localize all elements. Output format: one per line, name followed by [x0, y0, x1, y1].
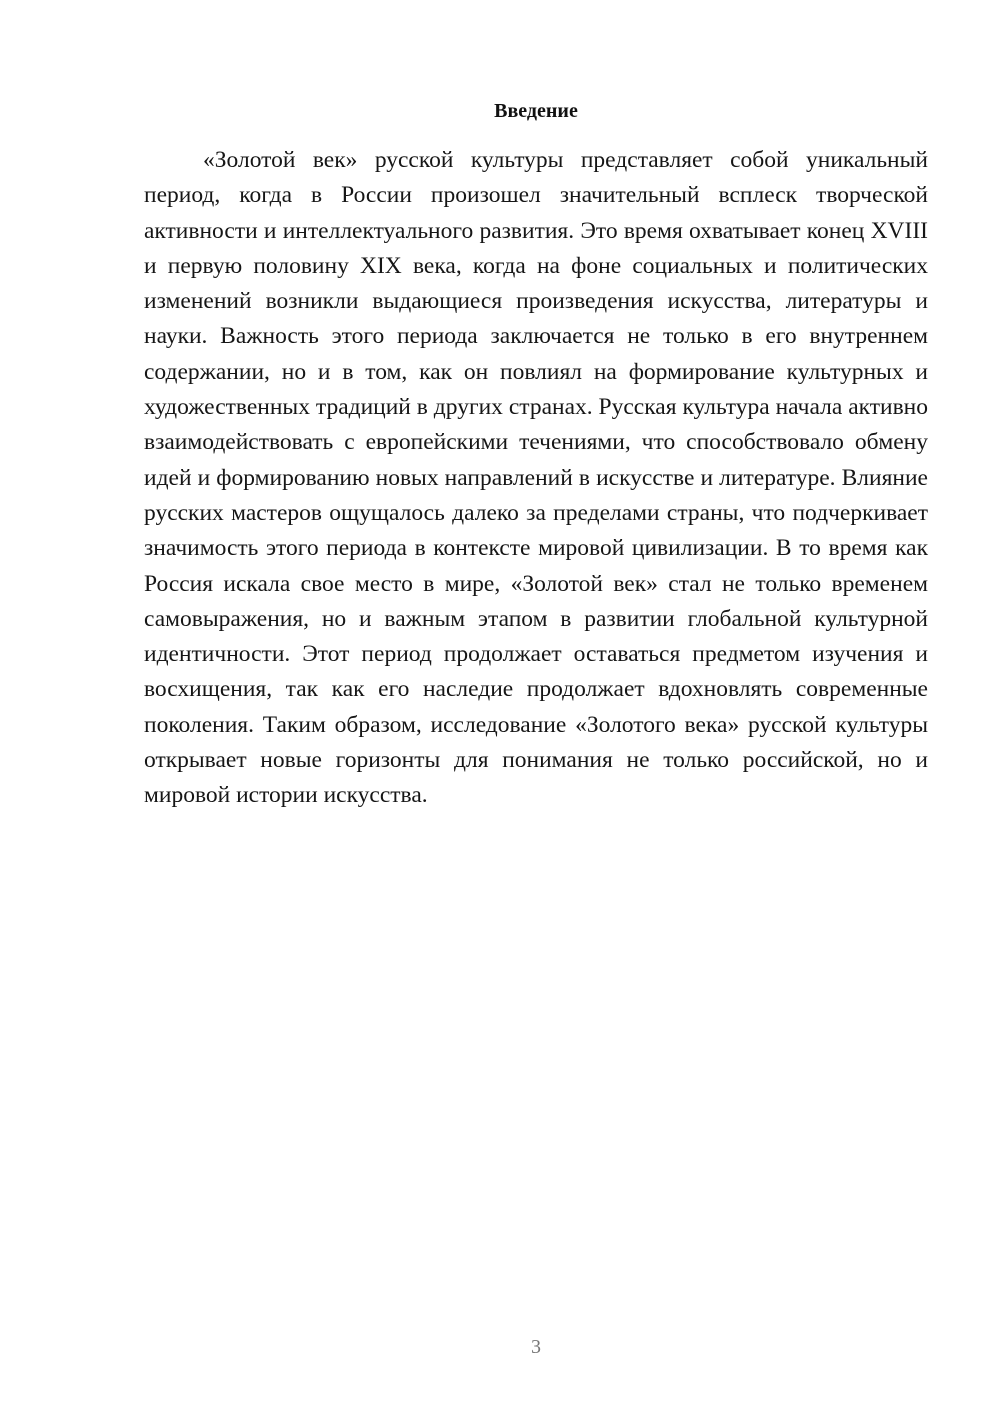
body-paragraph: «Золотой век» русской культуры представляет собой уникальный период, когда в России произошел значительный всплеск творческой активности и интеллектуального развития. Это время охватывает конец XVIII и первую половину XIX века, когда на фоне социальных и политических изменений возникли выдающиеся произведения искусства, литературы и науки. Важность этого периода заключается не только в его внутреннем содержании, но и в том, как он повлиял на формирование культурных и художественных традиций в других странах. Русская культура начала активно взаимодействовать с европейскими течениями, что способствовало обмену идей и формированию новых направлений в искусстве и литературе. Влияние русских мастеров ощущалось далеко за пределами страны, что подчеркивает значимость этого периода в контексте мировой цивилизации. В то время как Россия искала свое место в мире, «Золотой век» стал не только временем самовыражения, но и важным этапом в развитии глобальной культурной идентичности. Этот период продолжает оставаться предметом изучения и восхищения, так как его наследие продолжает вдохновлять современные поколения. Таким образом, исследование «Золотого века» русской культуры открывает новые горизонты для понимания не только российской, но и мировой истории искусства. — [144, 147, 928, 809]
section-heading: Введение — [494, 100, 578, 122]
page-number: 3 — [531, 1336, 541, 1358]
